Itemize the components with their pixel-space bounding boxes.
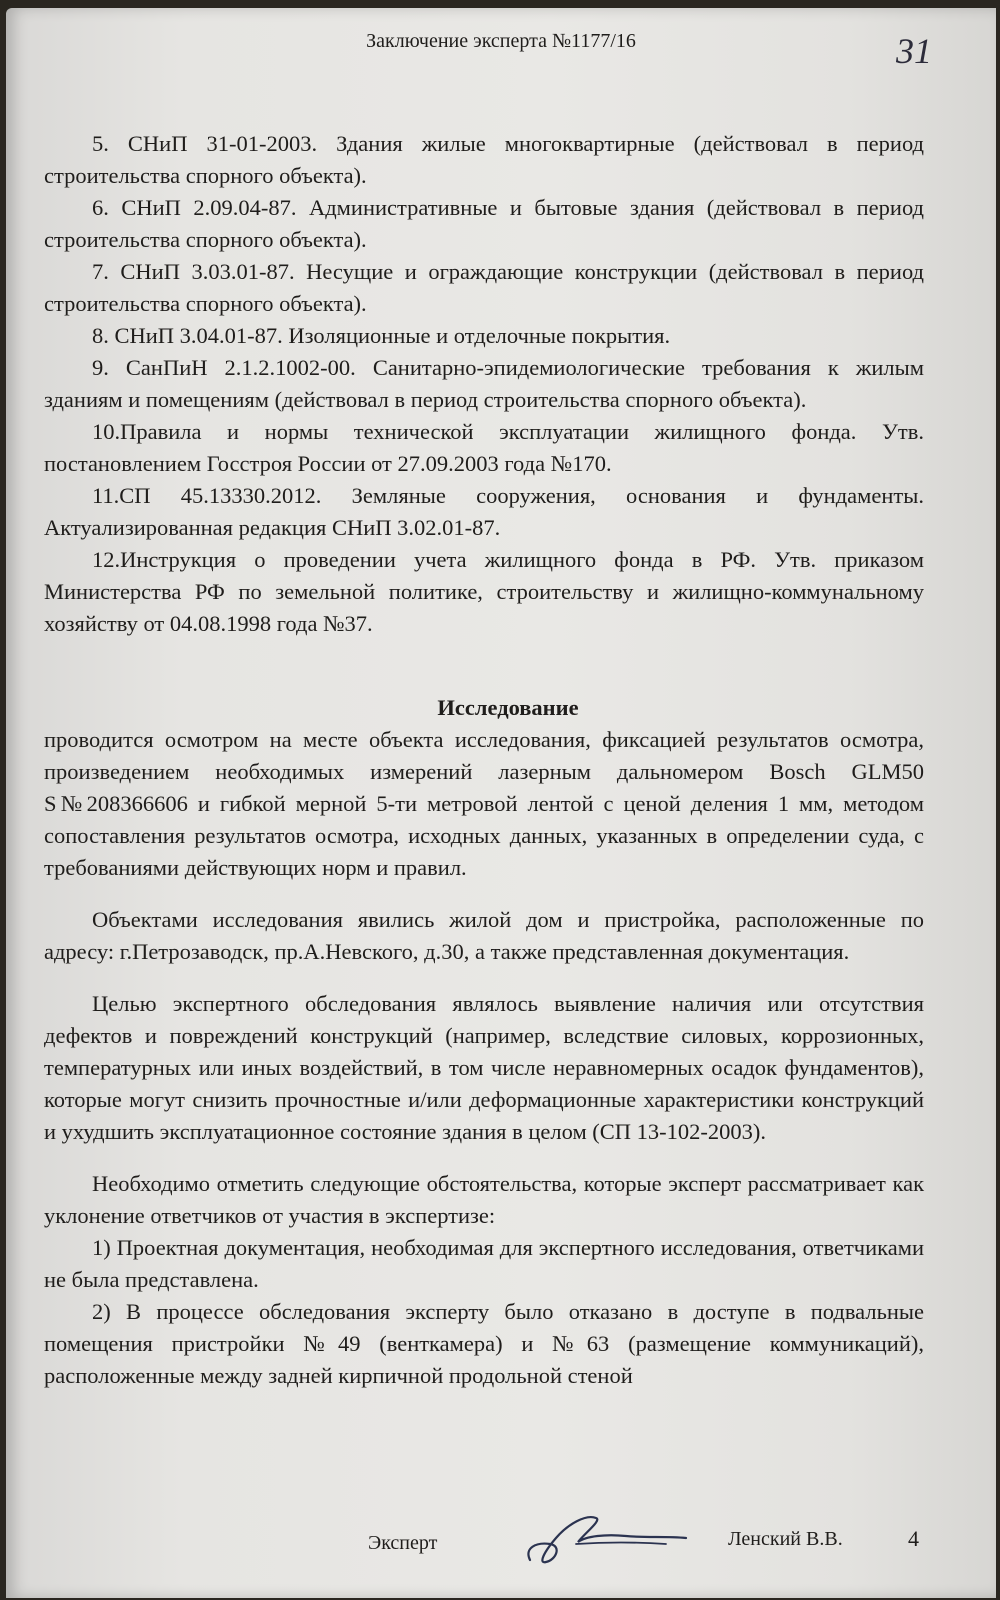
document-body: [44, 128, 924, 1392]
norm-item-7: 7. СНиП 3.03.01-87. Несущие и ограждающие конструкции (действовал в период строительства спорного объекта).: [44, 259, 924, 316]
norm-item-10: 10.Правила и нормы технической эксплуатации жилищного фонда. Утв. постановлением Госстроя России от 27.09.2003 года №170.: [44, 419, 924, 476]
spacer: [44, 640, 924, 692]
document-footer: [6, 1508, 996, 1568]
circumstances-intro-paragraph: Необходимо отметить следующие обстоятельства, которые эксперт рассматривает как уклонение ответчиков от участия в экспертизе:: [44, 1171, 924, 1228]
norm-item-6: 6. СНиП 2.09.04-87. Административные и бытовые здания (действовал в период строительства спорного объекта).: [44, 195, 924, 252]
research-method-paragraph: проводится осмотром на месте объекта исследования, фиксацией результатов осмотра, произведением необходимых измерений лазерным дальномером Bosch GLM50 S№208366606 и гибкой мерной 5-ти метровой лентой с ценой деления 1 мм, методом сопоставления результатов осмотра, исходных данных, указанных в определении суда, с требованиями действующих норм и правил.: [44, 727, 924, 880]
research-objects-paragraph: Объектами исследования явились жилой дом и пристройка, расположенные по адресу: г.Петрозаводск, пр.А.Невского, д.30, а также представленная документация.: [44, 907, 924, 964]
spacer: [44, 968, 924, 988]
footer-page-number: 4: [908, 1526, 919, 1551]
norm-item-5: 5. СНиП 31-01-2003. Здания жилые многоквартирные (действовал в период строительства спорного объекта).: [44, 131, 924, 188]
norm-item-11: 11.СП 45.13330.2012. Земляные сооружения, основания и фундаменты. Актуализированная редакция СНиП 3.02.01-87.: [44, 483, 924, 540]
handwritten-page-mark: 31: [896, 31, 932, 71]
spacer: [44, 1148, 924, 1168]
norm-item-12: 12.Инструкция о проведении учета жилищного фонда в РФ. Утв. приказом Министерства РФ по земельной политике, строительству и жилищно-коммунальному хозяйству от 04.08.1998 года №37.: [44, 547, 924, 636]
document-header-title: Заключение эксперта №1177/16: [366, 30, 636, 52]
section-heading-research: Исследование: [437, 695, 579, 720]
circumstance-item-1: 1) Проектная документация, необходимая для экспертного исследования, ответчиками не была представлена.: [44, 1235, 924, 1292]
circumstance-item-2: 2) В процессе обследования эксперту было отказано в доступе в подвальные помещения пристройки №49 (венткамера) и №63 (размещение коммуникаций), расположенные между задней кирпичной продольной стеной: [44, 1299, 924, 1388]
spacer: [44, 884, 924, 904]
handwritten-signature: [516, 1508, 716, 1568]
research-goal-paragraph: Целью экспертного обследования являлось выявление наличия или отсутствия дефектов и повреждений конструкций (например, вследствие силовых, коррозионных, температурных или иных воздействий, в том числе неравномерных осадок фундаментов), которые могут снизить прочностные и/или деформационные характеристики конструкций и ухудшить эксплуатационное состояние здания в целом (СП 13-102-2003).: [44, 991, 924, 1144]
norm-item-9: 9. СанПиН 2.1.2.1002-00. Санитарно-эпидемиологические требования к жилым зданиям и помещениям (действовал в период строительства спорного объекта).: [44, 355, 924, 412]
footer-expert-name: Ленский В.В.: [728, 1528, 843, 1550]
document-page: [6, 8, 996, 1598]
footer-expert-role: Эксперт: [368, 1532, 438, 1554]
norm-item-8: 8. СНиП 3.04.01-87. Изоляционные и отделочные покрытия.: [92, 323, 671, 348]
